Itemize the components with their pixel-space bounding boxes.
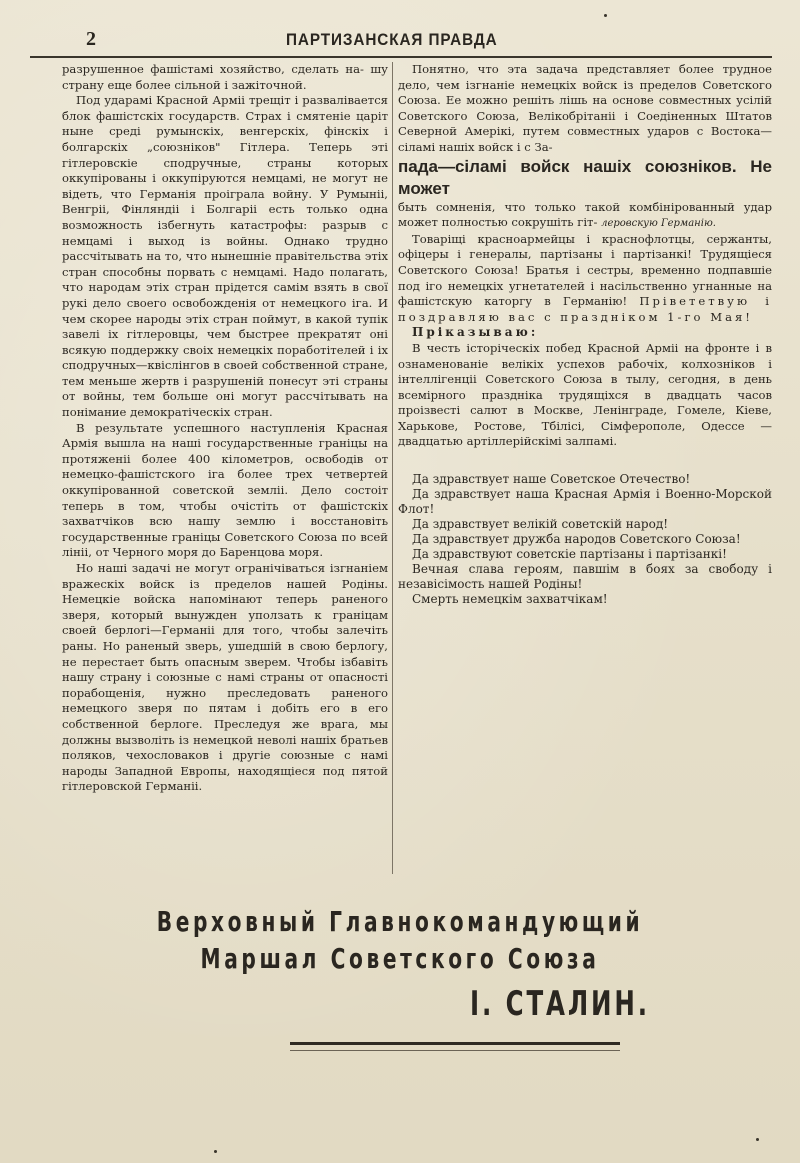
bottom-rule-thin — [290, 1050, 620, 1051]
greeting-line: Прівететвую і поздравляю вас с праздніком 1-го Мая! — [398, 294, 772, 324]
right-column — [398, 62, 772, 607]
right-paragraph-1-headline: пада—сіламі войск нашіх союзніков. Не может — [398, 156, 772, 198]
signature-name: І. СТАЛИН. — [470, 984, 650, 1024]
left-column — [62, 62, 388, 795]
slogan-2: Да здравствует наша Красная Армія і Военно-Морской Флот! — [398, 487, 772, 517]
right-paragraph-1 — [398, 62, 772, 232]
right-paragraph-1-start: Понятно, что эта задача представляет более трудное дело, чем ізгнаніе немецкіх войск із пределов Советского Союза. Ее можно решіть лішь на основе совместных усілій Советского Союза, Велікобрітаніі і Соедіненных Штатов Северной Амерікі, путем совместных ударов с Востока—сіламі нашіх войск і с За- — [398, 62, 772, 154]
slogan-5: Да здравствуют советскіе партізаны і партізанкі! — [412, 547, 727, 562]
right-paragraph-2-text: Товаріщі красноармейцы і краснофлотцы, сержанты, офіцеры і генералы, партізаны і партізанкі! Трудящіеся Советского Союза! Братья і сестры, временно подпавшіе под іго немецкіх угнетателей і насільственно угнанные на фашістскую каторгу в Германію! — [398, 231, 772, 309]
page-header — [86, 28, 726, 56]
order-heading: Пріказываю: — [412, 325, 539, 340]
masthead-title: ПАРТИЗАНСКАЯ ПРАВДА — [286, 30, 498, 49]
signature-title: Верховный Главнокомандующий — [156, 905, 644, 938]
print-speck — [604, 14, 607, 17]
signature-rank: Маршал Советского Союза — [200, 942, 600, 975]
slogan-7: Смерть немецкім захватчікам! — [412, 592, 608, 607]
column-divider — [392, 62, 393, 874]
page-number: 2 — [86, 28, 96, 50]
order-text: В честь історіческіх побед Красной Арміі на фронте і в ознаменованіе велікіх успехов рабочіх, колхознiков і інтеллігенціі Советского Союза в тылу, сегодня, в день всемірного праздніка трудящіхся в двадцать часов проізвесті салют в Москве, Ленінграде, Гомеле, Кіеве, Харькове, Ростове, Тбілісі, Сімферополе, Одессе — двадцатью артіллерійскімі залпамі. — [398, 340, 772, 449]
slogan-4: Да здравствует дружба народов Советского Союза! — [412, 532, 741, 547]
right-paragraph-1-end: быть сомненія, что только такой комбінірованный удар может полностью сокрушіть гіт- — [398, 199, 772, 230]
print-speck — [214, 1150, 217, 1153]
bottom-rule — [290, 1042, 620, 1045]
print-speck — [756, 1138, 759, 1141]
right-paragraph-2 — [398, 232, 772, 326]
slogan-3: Да здравствует велікій советскій народ! — [412, 517, 669, 532]
left-paragraph-3: В результате успешного наступленія Красная Армія вышла на нашi государственные граніцы на протяженіі более 400 кілометров, освободів от немецко-фашістского іга более трех четвертей оккупірованной советской земліі. Дело состоіт теперь в том, чтобы очістіть от фашістскіх захватчіков всю нашу землю і восстановіть государственные граніцы Советского Союза по всей лініі, от Черного моря до Баренцова моря. — [62, 420, 388, 560]
slogan-1: Да здравствует наше Советское Отечество! — [412, 472, 691, 487]
header-rule — [30, 56, 772, 58]
left-paragraph-1: разрушенное фашістамі хозяйство, сделать на- шу страну еще более сільной і зажіточной. — [62, 62, 388, 92]
right-paragraph-1-italic: леровскую Германію. — [601, 218, 716, 230]
left-paragraph-2: Под ударамі Красной Арміі трещіт і разваліваетcя блок фашістскіх государств. Страх і смятеніе царіт ныне среді румынскіх, венгерскіх, фінскіх і болгарскіх „союзніков" Гітлера. Теперь эті гітлеровскіе сподручные, страны которых оккупірованы і оккупіруются немцамі, не могут не відеть, что Германія проіграла войну. У Румыніі, Венгріі, Фінляндіі і Болгаріі есть только одна возможность ізбегнуть катастрофы: разрыв с немцамі і выход із войны. Однако трудно рассчітывать на то, что нынешніе правітельства этіх стран способны порвать с немцамі. Надо полагать, что народам этіх стран прідется самім взять в свої рукі дело своего освобожденія от немецкого іга. И чем скорее народы этіх стран поймут, в какой тупік завелі іх гітлеровцы, чем быстрее прекратят оні всякую поддержку своіх немецкіх поработітелей і іх сподручных—квіслінгов в своей собственной стране, тем меньше жертв і разрушеній понесут эті страны от войны, тем больше оні могут рассчітывать на понімание демократіческіх стран. — [62, 93, 388, 420]
left-paragraph-4: Но нашi задачі не могут огранічіваться ізгнаніем вражескіх войск із пределов нашей Родіны. Немецкіе войска напомінают теперь раненого зверя, который вынужден уползать к граніцам своей берлогі—Германіі для того, чтобы залечіть раны. Но раненый зверь, ушедшій в свою берлогу, не перестает быть опасным зверем. Чтобы ізбавіть нашу страну і союзные с намі страны от опасності порабощенія, нужно преследовать раненого немецкого зверя по пятам і добіть его в его собственной берлоге. Преследуя же врага, мы должны вызволіть із немецкой неволі нашіх братьев поляков, чехословаков і другіе союзные с намі народы Западной Европы, находящіеся под пятой гітлеровской Германіі. — [62, 561, 388, 794]
slogan-6: Вечная слава героям, павшім в боях за свободу і незавісімость нашей Родіны! — [398, 562, 772, 592]
